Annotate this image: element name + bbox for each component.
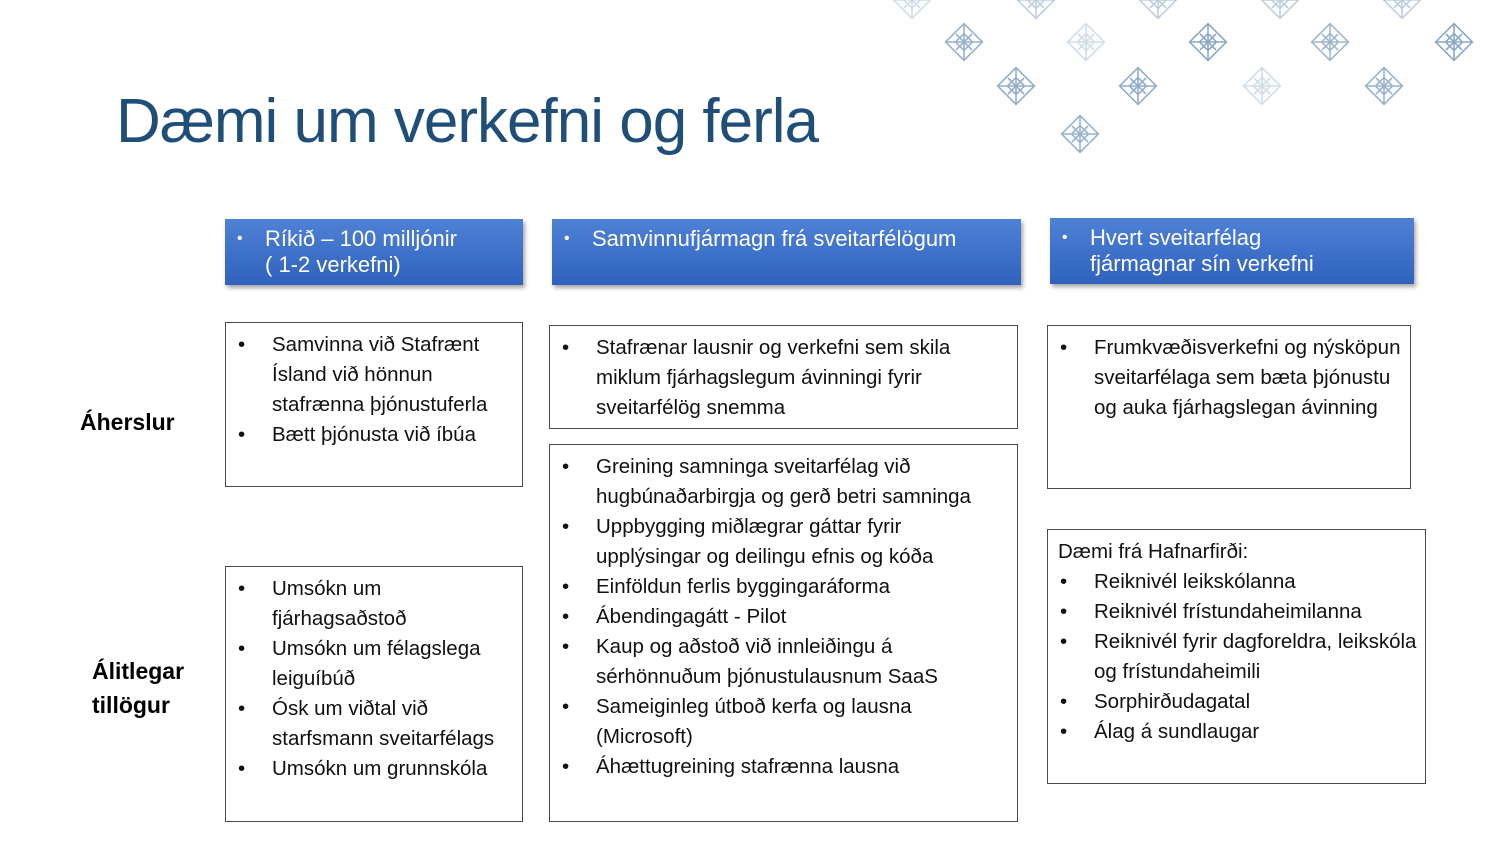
list-item: • Kaup og aðstoð við innleiðingu á sérhönnuðum þjónustulausnum SaaS xyxy=(560,632,1009,692)
suggestions-box-state xyxy=(225,566,523,822)
header-line: Ríkið – 100 milljónir xyxy=(265,226,457,251)
suggestions-box-shared-funding xyxy=(549,444,1018,822)
list-item: • Reiknivél leikskólanna xyxy=(1058,567,1417,597)
list-item: • Sameiginleg útboð kerfa og lausna (Microsoft) xyxy=(560,692,1009,752)
list-item: • Samvinna við Stafrænt Ísland við hönnun stafrænna þjónustuferla xyxy=(236,330,514,420)
list-item: • Einföldun ferlis byggingaráforma xyxy=(560,572,1009,602)
ornament-icon xyxy=(894,0,1473,152)
row-label-focus: Áherslur xyxy=(80,409,175,435)
list-item: • Sorphirðudagatal xyxy=(1058,687,1417,717)
header-line: Hvert sveitarfélag xyxy=(1090,225,1262,250)
row-label-suggestions xyxy=(92,654,184,722)
header-line: Samvinnufjármagn frá sveitarfélögum xyxy=(592,226,957,251)
row-label-suggestions-line1: Álitlegar xyxy=(92,658,185,684)
list-item: • Umsókn um fjárhagsaðstoð xyxy=(236,574,514,634)
column-header-shared-funding xyxy=(552,219,1021,285)
column-header-municipality xyxy=(1050,218,1414,284)
list-item: • Reiknivél frístundaheimilanna xyxy=(1058,597,1417,627)
list-item: • Stafrænar lausnir og verkefni sem skila miklum fjárhagslegum ávinningi fyrir sveitarfélög snemma xyxy=(560,333,1009,423)
list-item: • Uppbygging miðlægrar gáttar fyrir upplýsingar og deilingu efnis og kóða xyxy=(560,512,1009,572)
list-item: • Álag á sundlaugar xyxy=(1058,717,1417,747)
bullet-icon: • xyxy=(1062,229,1068,246)
examples-box-hafnarfjordur xyxy=(1047,529,1426,784)
page-title: Dæmi um verkefni og ferla xyxy=(116,87,819,156)
list-item: • Frumkvæðisverkefni og nýsköpun sveitarfélaga sem bæta þjónustu og auka fjárhagslegan ávinning xyxy=(1058,333,1402,423)
focus-box-shared-funding xyxy=(549,325,1018,429)
list-item: • Umsókn um grunnskóla xyxy=(236,754,514,784)
header-line: fjármagnar sín verkefni xyxy=(1090,251,1314,276)
column-header-state xyxy=(225,219,523,285)
list-item: • Bætt þjónusta við íbúa xyxy=(236,420,514,450)
list-item: • Áhættugreining stafrænna lausna xyxy=(560,752,1009,782)
focus-box-municipality xyxy=(1047,325,1411,489)
examples-intro: Dæmi frá Hafnarfirði: xyxy=(1058,540,1249,563)
list-item: • Ósk um viðtal við starfsmann sveitarfélags xyxy=(236,694,514,754)
list-item: • Greining samninga sveitarfélag við hugbúnaðarbirgja og gerð betri samninga xyxy=(560,452,1009,512)
list-item: • Ábendingagátt - Pilot xyxy=(560,602,1009,632)
row-label-suggestions-line2: tillögur xyxy=(92,692,170,718)
bullet-icon: • xyxy=(564,230,570,247)
bullet-icon: • xyxy=(237,230,243,247)
list-item: • Umsókn um félagslega leiguíbúð xyxy=(236,634,514,694)
focus-box-state xyxy=(225,322,523,487)
header-line: ( 1-2 verkefni) xyxy=(265,252,401,277)
list-item: • Reiknivél fyrir dagforeldra, leikskóla og frístundaheimili xyxy=(1058,627,1417,687)
